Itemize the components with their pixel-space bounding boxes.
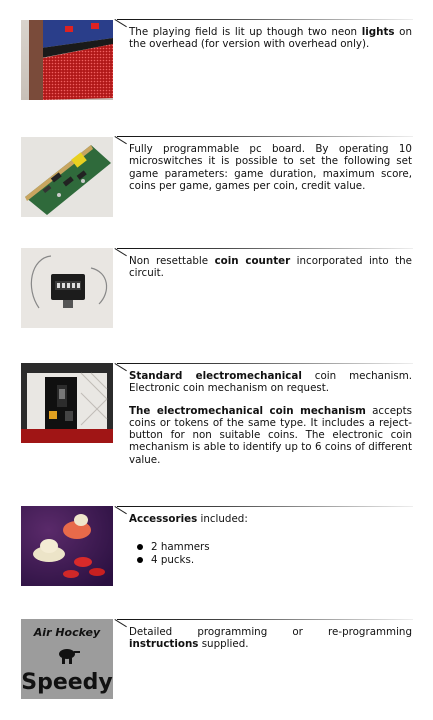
divider-rule: [117, 619, 413, 620]
instructions-photo: [21, 619, 113, 699]
divider-tick: [114, 248, 126, 256]
divider-tick: [114, 363, 126, 371]
divider-tick: [114, 506, 126, 514]
feature-paragraph: Standard electromechanical coin mechanism. Electronic coin mechanism on request.: [129, 370, 413, 395]
feature-paragraph: Detailed programming or re-programming instructions supplied.: [129, 626, 412, 651]
feature-paragraph: The playing field is lit up though two neon lights on the overhead (for version with overhead only).: [129, 26, 412, 51]
logo-text-speedy: Speedy: [21, 670, 113, 695]
overhead-lights-image: [21, 20, 113, 100]
accessories-image: [21, 506, 113, 586]
logo-text-air-hockey: Air Hockey: [33, 626, 101, 639]
coin-counter-photo: [21, 248, 113, 328]
divider-rule: [117, 136, 413, 137]
list-item: 2 hammers: [129, 541, 412, 554]
feature-text: [129, 143, 412, 192]
overhead-lights-photo: [21, 20, 113, 100]
coin-counter-image: [21, 248, 113, 328]
feature-text: [129, 370, 412, 466]
feature-paragraph: Non resettable coin counter incorporated into the circuit.: [129, 255, 413, 280]
divider-rule: [117, 363, 413, 364]
feature-text: [129, 626, 412, 651]
divider-tick: [114, 19, 126, 27]
feature-text: [129, 255, 412, 280]
divider-rule: [117, 248, 413, 249]
list-item: 4 pucks.: [129, 554, 412, 567]
pc-board-photo: [21, 137, 113, 217]
divider-tick: [114, 136, 126, 144]
feature-paragraph: The electromechanical coin mechanism accepts coins or tokens of the same type. It includes a reject-button for non suitable coins. The electronic coin mechanism is able to identify up to 6 coins of different value.: [129, 404, 412, 466]
coin-mechanism-image: [21, 363, 113, 443]
accessories-list: [129, 541, 412, 566]
feature-paragraph: Fully programmable pc board. By operating 10 microswitches it is possible to set the following set game parameters: game duration, maximum score, coins per game, games per coin, credit value.: [129, 143, 412, 192]
feature-text: [129, 513, 412, 566]
coin-mechanism-photo: [21, 363, 113, 443]
divider-rule: [117, 506, 413, 507]
feature-text: [129, 26, 412, 51]
pc-board-image: [21, 137, 113, 217]
divider-rule: [117, 19, 413, 20]
speedy-logo-image: [21, 619, 113, 699]
feature-paragraph: Accessories included:: [129, 513, 248, 525]
accessories-photo: [21, 506, 113, 586]
divider-tick: [114, 619, 126, 627]
